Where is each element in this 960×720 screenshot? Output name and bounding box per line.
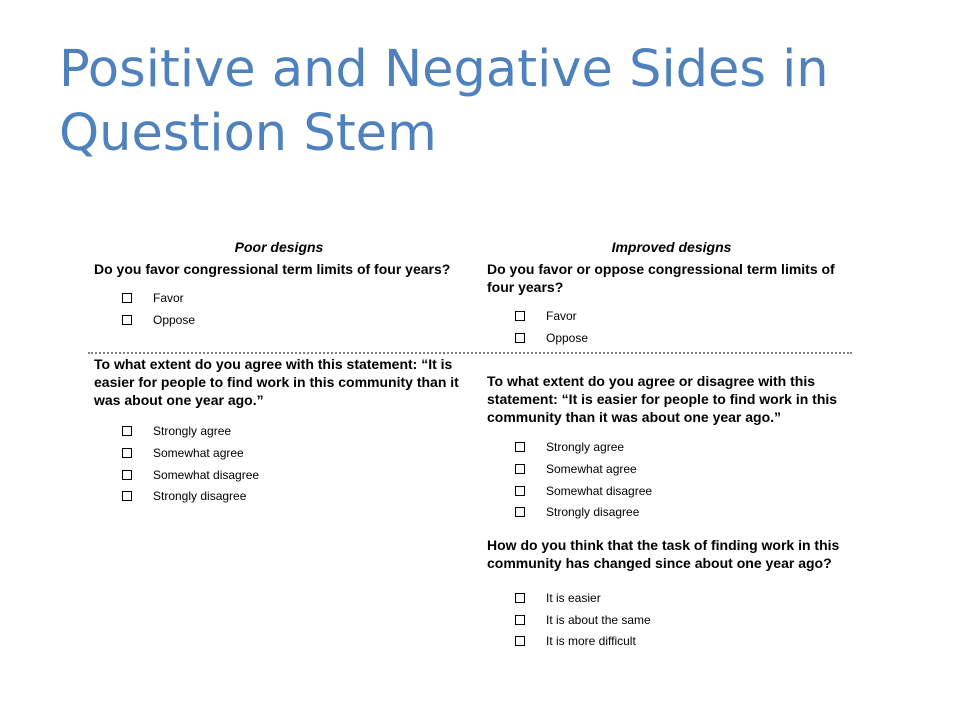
- option-label: Oppose: [546, 330, 589, 345]
- option-label: Strongly agree: [153, 424, 232, 439]
- poor-q2-option: [94, 464, 474, 486]
- poor-q1-stem: Do you favor congressional term limits of four years?: [94, 261, 451, 277]
- option-label: Favor: [546, 308, 577, 323]
- column-heading-poor: Poor designs: [234, 239, 324, 255]
- checkbox-icon[interactable]: [122, 426, 132, 436]
- checkbox-icon[interactable]: [515, 333, 525, 343]
- improved-designs-column: [487, 238, 862, 652]
- option-label: Somewhat disagree: [546, 483, 653, 498]
- improved-q2-option: [487, 480, 862, 502]
- improved-q3-options: [487, 587, 862, 652]
- poor-q2-option: [94, 420, 474, 442]
- poor-q2-option: [94, 485, 474, 507]
- column-heading-improved: Improved designs: [611, 239, 732, 255]
- improved-q3-option: [487, 631, 862, 653]
- improved-q2-option: [487, 501, 862, 523]
- checkbox-icon[interactable]: [515, 507, 525, 517]
- checkbox-icon[interactable]: [515, 486, 525, 496]
- poor-q2-stem: To what extent do you agree with this statement: “It is easier for people to find work in this community than it was about one year ago.”: [94, 356, 459, 409]
- checkbox-icon[interactable]: [515, 615, 525, 625]
- improved-q1-options: [487, 305, 862, 348]
- improved-q3-option: [487, 609, 862, 631]
- improved-q2-option: [487, 436, 862, 458]
- improved-q1-stem: Do you favor or oppose congressional term limits of four years?: [487, 261, 835, 295]
- improved-q3-option: [487, 587, 862, 609]
- option-label: Favor: [153, 290, 184, 305]
- poor-q1-option: [94, 309, 474, 331]
- checkbox-icon[interactable]: [515, 464, 525, 474]
- option-label: Strongly disagree: [546, 505, 640, 520]
- checkbox-icon[interactable]: [122, 293, 132, 303]
- poor-q2-option: [94, 442, 474, 464]
- option-label: It is about the same: [546, 612, 651, 627]
- checkbox-icon[interactable]: [515, 442, 525, 452]
- poor-q1-options: [94, 287, 474, 330]
- option-label: Somewhat agree: [546, 461, 637, 476]
- option-label: It is easier: [546, 590, 601, 605]
- checkbox-icon[interactable]: [515, 593, 525, 603]
- checkbox-icon[interactable]: [515, 311, 525, 321]
- poor-designs-column: [94, 238, 474, 507]
- option-label: Somewhat agree: [153, 445, 244, 460]
- checkbox-icon[interactable]: [515, 636, 525, 646]
- poor-q1-option: [94, 287, 474, 309]
- checkbox-icon[interactable]: [122, 491, 132, 501]
- checkbox-icon[interactable]: [122, 448, 132, 458]
- slide-title: Positive and Negative Sides in Question Stem: [59, 40, 829, 163]
- checkbox-icon[interactable]: [122, 315, 132, 325]
- poor-q2-options: [94, 420, 474, 507]
- improved-q2-stem: To what extent do you agree or disagree with this statement: “It is easier for people to find work in this community than it was about one year ago.”: [487, 373, 838, 426]
- improved-q2-options: [487, 436, 862, 523]
- option-label: Strongly agree: [546, 440, 625, 455]
- option-label: Strongly disagree: [153, 489, 247, 504]
- checkbox-icon[interactable]: [122, 470, 132, 480]
- improved-q1-option: [487, 327, 862, 349]
- improved-q3-stem: How do you think that the task of finding work in this community has changed since about one year ago?: [487, 537, 840, 572]
- option-label: Oppose: [153, 312, 196, 327]
- option-label: Somewhat disagree: [153, 467, 260, 482]
- improved-q2-option: [487, 458, 862, 480]
- improved-q1-option: [487, 305, 862, 327]
- option-label: It is more difficult: [546, 634, 636, 649]
